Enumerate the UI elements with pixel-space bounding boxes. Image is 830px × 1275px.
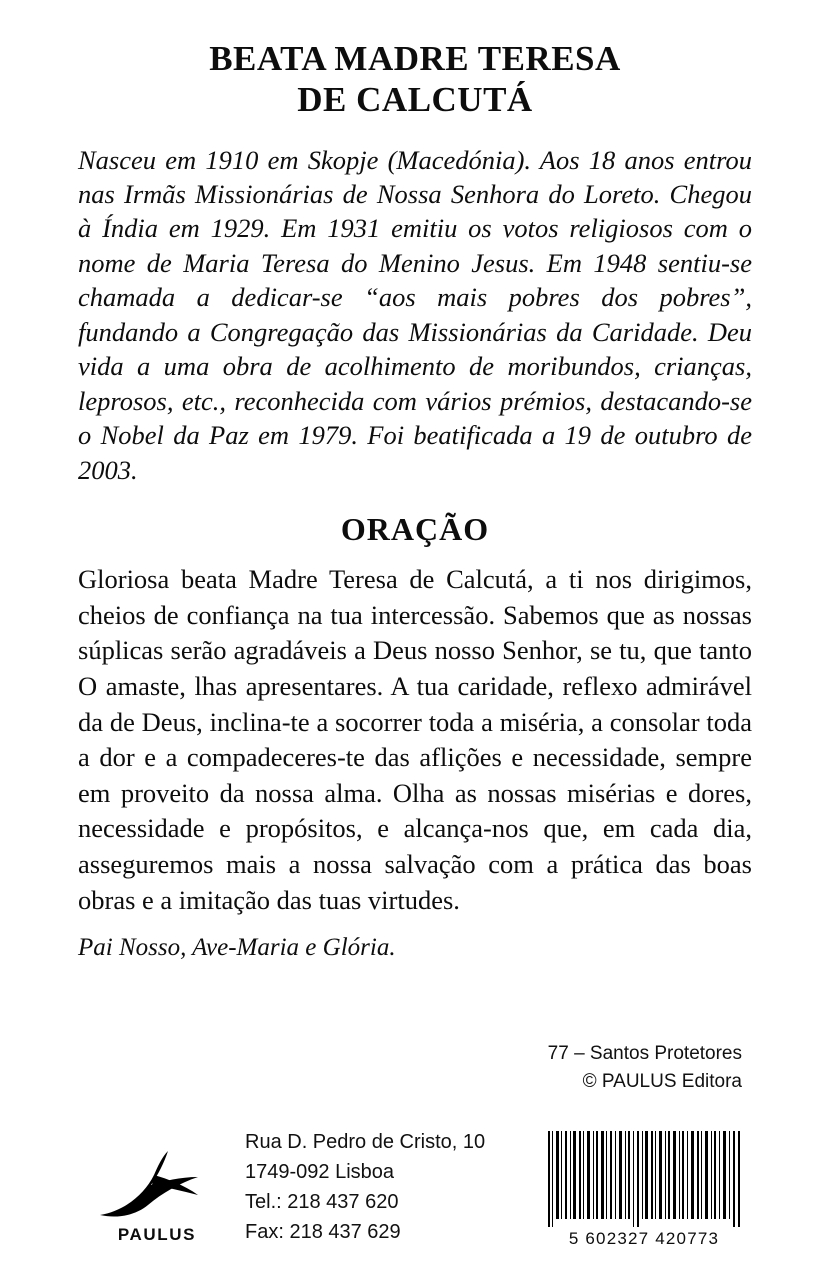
title-line-2: DE CALCUTÁ — [297, 80, 533, 120]
title-line-1: BEATA MADRE TERESA — [209, 39, 621, 78]
paulus-bird-icon — [94, 1145, 220, 1223]
publisher-logo — [82, 1145, 232, 1245]
prayer-closing-text: Pai Nosso, Ave-Maria e Glória. — [78, 934, 396, 962]
barcode-number: 5 602327 420773 — [568, 1229, 720, 1248]
prayer-text: Gloriosa beata Madre Teresa de Calcutá, a ti nos dirigimos, cheios de confiança na tua intercessão. Sabemos que as nossas súplicas serão agradáveis a Deus nosso Senhor, se tu, que tanto O amaste, lhas apresentares. A tua caridade, reflexo admirável da de Deus, inclina-te a socorrer toda a miséria, a consolar toda a dor e a compadeceres-te das aflições e necessidade, sempre em proveito da nossa alma. Olha as nossas misérias e dores, necessidade e propósitos, e alcança-nos que, em cada dia, asseguremos mais a nossa salvação com a prática das boas obras e a imitação das tuas virtudes. — [78, 563, 752, 915]
address-line-1: Rua D. Pedro de Cristo, 10 — [245, 1131, 486, 1153]
barcode — [546, 1131, 742, 1249]
page-title — [70, 38, 760, 121]
address-line-2: 1749-092 Lisboa — [245, 1161, 395, 1183]
fax-line: Fax: 218 437 629 — [245, 1221, 401, 1243]
address-block — [245, 1127, 485, 1247]
biography-text: Nasceu em 1910 em Skopje (Macedónia). Aos 18 anos entrou nas Irmãs Missionárias de Nossa Senhora do Loreto. Chegou à Índia em 1929. Em 1931 emitiu os votos religiosos com o nome de Maria Teresa do Menino Jesus. Em 1948 sentiu-se chamada a dedicar-se “aos mais pobres dos pobres”, fundando a Congregação das Missionárias da Caridade. Deu vida a uma obra de acolhimento de moribundos, crianças, leprosos, etc., reconhecida com vários prémios, destacando-se o Nobel da Paz em 1979. Foi beatificada a 19 de outubro de 2003. — [78, 144, 752, 485]
series-info — [548, 1040, 742, 1095]
footer — [0, 1040, 830, 1275]
series-label: 77 – Santos Protetores — [547, 1043, 742, 1064]
publisher-name: PAULUS — [117, 1225, 197, 1244]
phone-line: Tel.: 218 437 620 — [245, 1191, 399, 1213]
copyright-label: © PAULUS Editora — [582, 1070, 742, 1092]
barcode-icon — [546, 1131, 742, 1227]
prayer-heading: ORAÇÃO — [340, 510, 490, 547]
